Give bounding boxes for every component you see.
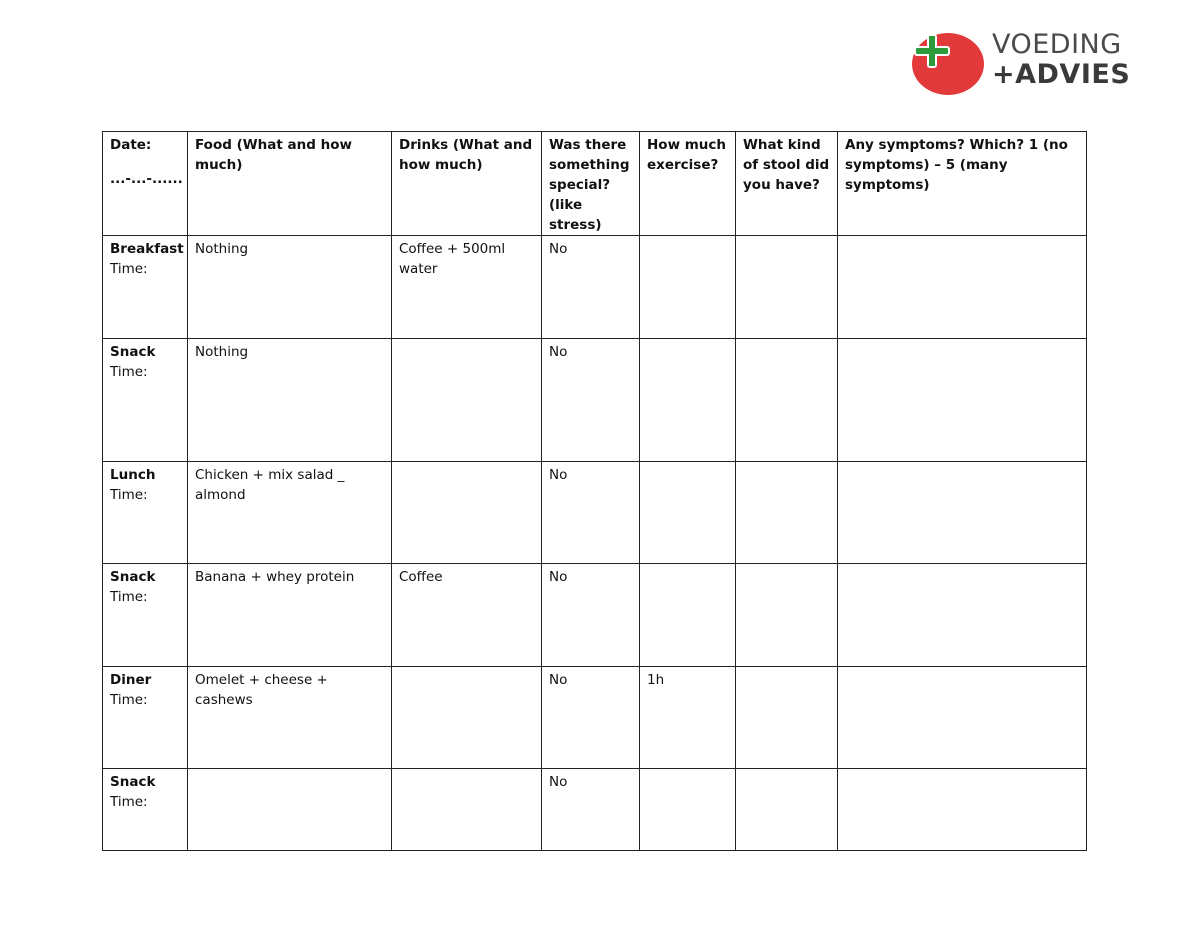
date-value: ...-...-......: [110, 171, 183, 187]
stool-cell: [736, 667, 838, 769]
exercise-cell: [640, 564, 736, 667]
symptoms-cell: [838, 769, 1087, 851]
symptoms-cell: [838, 462, 1087, 564]
exercise-cell: [640, 462, 736, 564]
food-diary-table: [102, 131, 1087, 851]
meal-name: Snack: [110, 774, 156, 790]
stool-cell: [736, 462, 838, 564]
meal-name: Snack: [110, 569, 156, 585]
symptoms-cell: [838, 339, 1087, 462]
food-cell: Nothing: [188, 339, 392, 462]
brand-line-1: VOEDING: [992, 29, 1122, 60]
table-row: [103, 667, 1087, 769]
food-cell: Chicken + mix salad _ almond: [188, 462, 392, 564]
table-row: [103, 236, 1087, 339]
special-cell: No: [542, 769, 640, 851]
brand-line-2: +ADVIES: [992, 59, 1131, 90]
food-cell: Nothing: [188, 236, 392, 339]
symptoms-cell: [838, 667, 1087, 769]
time-label: Time:: [110, 261, 148, 277]
meal-cell: [103, 667, 188, 769]
symptoms-cell: [838, 564, 1087, 667]
meal-cell: [103, 462, 188, 564]
exercise-cell: [640, 339, 736, 462]
table-row: [103, 462, 1087, 564]
special-cell: No: [542, 236, 640, 339]
meal-name: Breakfast: [110, 241, 184, 257]
time-label: Time:: [110, 692, 148, 708]
header-exercise: How much exercise?: [640, 132, 736, 236]
time-label: Time:: [110, 487, 148, 503]
food-cell: Banana + whey protein: [188, 564, 392, 667]
time-label: Time:: [110, 364, 148, 380]
header-special: Was there something special? (like stress): [542, 132, 640, 236]
stool-cell: [736, 769, 838, 851]
stool-cell: [736, 236, 838, 339]
symptoms-cell: [838, 236, 1087, 339]
brand-logo: [908, 26, 1148, 98]
exercise-cell: [640, 769, 736, 851]
drinks-cell: [392, 769, 542, 851]
meal-cell: [103, 236, 188, 339]
meal-cell: [103, 339, 188, 462]
drinks-cell: Coffee + 500ml water: [392, 236, 542, 339]
header-row: [103, 132, 1087, 236]
food-cell: Omelet + cheese + cashews: [188, 667, 392, 769]
special-cell: No: [542, 564, 640, 667]
meal-name: Diner: [110, 672, 152, 688]
special-cell: No: [542, 462, 640, 564]
date-label: Date:: [110, 137, 152, 153]
meal-cell: [103, 769, 188, 851]
header-symptoms: Any symptoms? Which? 1 (no symptoms) – 5 (many symptoms): [838, 132, 1087, 236]
time-label: Time:: [110, 794, 148, 810]
drinks-cell: [392, 667, 542, 769]
special-cell: No: [542, 339, 640, 462]
stool-cell: [736, 339, 838, 462]
exercise-cell: [640, 236, 736, 339]
food-cell: [188, 769, 392, 851]
table-row: [103, 339, 1087, 462]
exercise-cell: 1h: [640, 667, 736, 769]
table-row: [103, 769, 1087, 851]
drinks-cell: Coffee: [392, 564, 542, 667]
special-cell: No: [542, 667, 640, 769]
drinks-cell: [392, 339, 542, 462]
time-label: Time:: [110, 589, 148, 605]
header-stool: What kind of stool did you have?: [736, 132, 838, 236]
meal-cell: [103, 564, 188, 667]
stool-cell: [736, 564, 838, 667]
meal-name: Lunch: [110, 467, 156, 483]
brand-wordmark: [992, 30, 1130, 90]
table-row: [103, 564, 1087, 667]
header-date: [103, 132, 188, 236]
header-drinks: Drinks (What and how much): [392, 132, 542, 236]
meal-name: Snack: [110, 344, 156, 360]
tomato-cross-icon: [910, 28, 986, 96]
header-food: Food (What and how much): [188, 132, 392, 236]
drinks-cell: [392, 462, 542, 564]
